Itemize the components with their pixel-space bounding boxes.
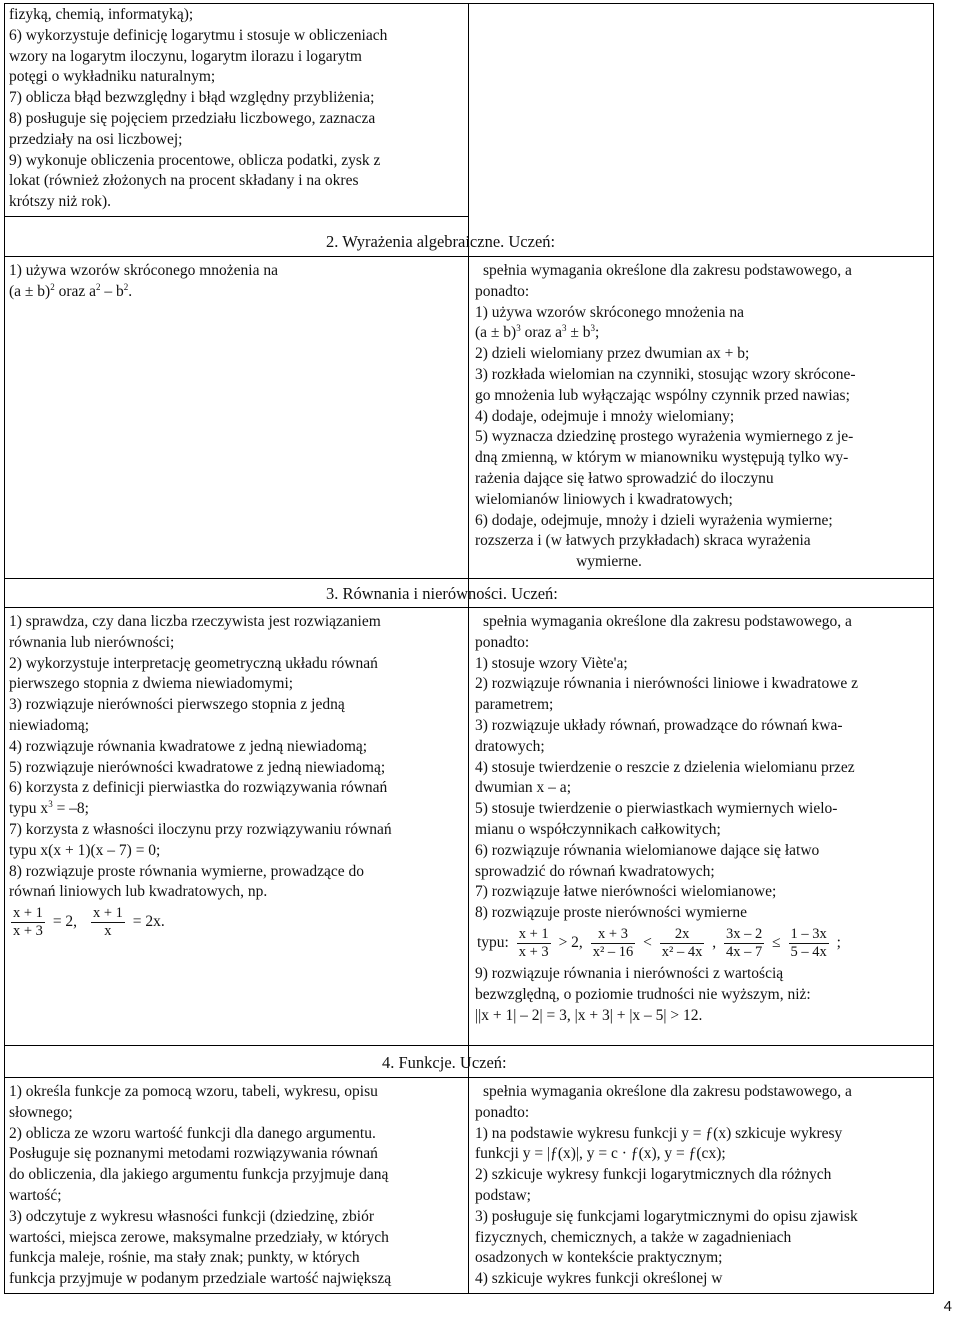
- text-line: 2) oblicza ze wzoru wartość funkcji dla danego argumentu.: [9, 1124, 376, 1142]
- text-line: 4) rozwiązuje równania kwadratowe z jedną niewiadomą;: [9, 737, 368, 755]
- text-line: 3) rozwiązuje nierówności pierwszego stopnia z jedną: [9, 696, 345, 714]
- text-line: funkcji y = |ƒ(x)|, y = c · ƒ(x), y = ƒ(cx);: [475, 1145, 726, 1163]
- text-line: wymierne.: [576, 553, 642, 571]
- text-line: parametrem;: [475, 696, 554, 714]
- row-divider: [4, 216, 469, 217]
- text-line: 7) rozwiązuje łatwe nierówności wielomianowe;: [475, 883, 777, 901]
- text-line: 6) wykorzystuje definicję logarytmu i stosuje w obliczeniach: [9, 26, 388, 44]
- extended-requirements-cell: [475, 1082, 931, 1290]
- text-line: 1) określa funkcje za pomocą wzoru, tabeli, wykresu, opisu: [9, 1083, 378, 1100]
- fraction: $\frac{x + 1}{x + 3}$: [13, 905, 43, 940]
- fraction: $\frac{2x}{\text{x² – 4x}}$: [661, 925, 703, 960]
- fraction: $\frac{x + 1}{x + 3}$: [518, 925, 549, 960]
- text-line: 2) dzieli wielomiany przez dwumian ax + b;: [475, 345, 750, 363]
- text-line: mianu o współczynnikach całkowitych;: [475, 820, 721, 838]
- text-line: typu x(x + 1)(x – 7) = 0;: [9, 841, 161, 859]
- text-line: fizycznych, chemicznych, a także w zagadnieniach: [475, 1228, 792, 1246]
- text-line: funkcja maleje, rośnie, ma stały znak; punkty, w których: [9, 1249, 360, 1267]
- text-line: fizyką, chemią, informatyką);: [9, 6, 194, 23]
- section-title: 2. Wyrażenia algebraiczne. Uczeń:: [326, 232, 556, 251]
- text-line: spełnia wymagania określone dla zakresu podstawowego, a: [483, 1083, 852, 1100]
- text-line: rozszerza i (w łatwych przykładach) skraca wyrażenia: [475, 532, 811, 550]
- text-line: 5) rozwiązuje nierówności kwadratowe z jedną niewiadomą;: [9, 758, 386, 776]
- section-title: 3. Równania i nierówności. Uczeń:: [326, 584, 558, 603]
- text-line: 8) rozwiązuje proste równania wymierne, prowadzące do: [9, 862, 365, 880]
- text-line: $(a \pm b)^3$ oraz $a^3 \pm b^3$;: [475, 323, 600, 342]
- text-line: dratowych;: [475, 737, 545, 755]
- text-line: dną zmienną, w którym w mianowniku występują tylko wy-: [475, 449, 849, 467]
- basic-requirements-cell: [9, 612, 465, 943]
- text-line: ponadto:: [475, 633, 530, 651]
- text-line: 3) rozkłada wielomian na czynniki, stosując wzory skrócone-: [475, 365, 856, 383]
- text-line: 2) wykorzystuje interpretację geometryczną układu równań: [9, 654, 378, 672]
- text-line: dwumian x – a;: [475, 779, 571, 797]
- table-bottom-border: [4, 1293, 934, 1294]
- text-line: wartość;: [9, 1186, 62, 1204]
- table-top-border: [4, 3, 934, 4]
- text-line: 9) wykonuje obliczenia procentowe, oblicza podatki, zysk z: [9, 151, 381, 169]
- text-line: 6) dodaje, odejmuje, mnoży i dzieli wyrażenia wymierne;: [475, 511, 833, 529]
- text-line: 8) posługuje się pojęciem przedziału liczbowego, zaznacza: [9, 109, 376, 127]
- text-line: 1) stosuje wzory Viète'a;: [475, 654, 628, 672]
- text-line: lokat (również złożonych na procent składany i na okres: [9, 172, 359, 190]
- text-line: 7) oblicza błąd bezwzględny i błąd względny przybliżenia;: [9, 89, 375, 107]
- text-line: 3) odczytuje z wykresu własności funkcji (dziedzinę, zbiór: [9, 1207, 374, 1225]
- row-divider: [4, 578, 934, 579]
- text-line: spełnia wymagania określone dla zakresu podstawowego, a: [483, 613, 852, 630]
- text-line: równania lub nierówności;: [9, 633, 175, 651]
- section-title: 4. Funkcje. Uczeń:: [382, 1053, 507, 1072]
- table-right-border: [933, 3, 934, 1293]
- text-line: Posługuje się poznanymi metodami rozwiązywania równań: [9, 1145, 378, 1163]
- top-left-cell: [9, 5, 465, 213]
- text-line: 3) posługuje się funkcjami logarytmicznymi do opisu zjawisk: [475, 1207, 858, 1225]
- text-line: słownego;: [9, 1103, 73, 1121]
- text-line: sprowadzić do równań kwadratowych;: [475, 862, 715, 880]
- text-line: 2) szkicuje wykresy funkcji logarytmicznych dla różnych: [475, 1166, 832, 1184]
- text-line: przedziały na osi liczbowej;: [9, 130, 183, 148]
- fraction: $\frac{1 - 3x}{5 - 4x}$: [790, 925, 827, 960]
- basic-requirements-cell: [9, 261, 465, 303]
- text-line: 4) stosuje twierdzenie o reszcie z dzielenia wielomianu przez: [475, 758, 855, 776]
- row-divider: [4, 607, 934, 608]
- text-line: ponadto:: [475, 282, 530, 300]
- text-line: osadzonych w kontekście praktycznym;: [475, 1249, 723, 1267]
- text-line: 4) dodaje, odejmuje i mnoży wielomiany;: [475, 407, 735, 425]
- row-divider: [4, 1077, 934, 1078]
- text-line: wielomianów liniowych i kwadratowych;: [475, 490, 733, 508]
- text-line: do obliczenia, dla jakiego argumentu funkcja przyjmuje daną: [9, 1166, 389, 1184]
- row-divider: [4, 256, 934, 257]
- text-line: rażenia dające się łatwo sprowadzić do iloczynu: [475, 469, 774, 487]
- text-line: krótszy niż rok).: [9, 193, 112, 211]
- text-line: bezwzględną, o poziomie trudności nie wyższym, niż:: [475, 985, 811, 1003]
- example-inequalities: typu: $\frac{x + 1}{x + 3}$ > 2, $\frac{x + 3}{\text{x² – 16}}$ < $\frac{2x}{\text{x² – 4x}}$ , $\frac{3x - 2}{4x - 7}$ ≤ $\frac{1 - 3x}{5 - 4x}$ ;: [477, 925, 841, 960]
- page-number: 4: [943, 1298, 952, 1315]
- text-line: 6) korzysta z definicji pierwiastka do rozwiązywania równań: [9, 779, 388, 797]
- text-line: 5) stosuje twierdzenie o pierwiastkach wymiernych wielo-: [475, 800, 838, 818]
- text-line: 1) używa wzorów skróconego mnożenia na: [9, 262, 279, 279]
- text-line: 1) używa wzorów skróconego mnożenia na: [475, 303, 745, 321]
- text-line: 6) rozwiązuje równania wielomianowe dające się łatwo: [475, 841, 820, 859]
- example-equations: $\frac{x + 1}{x + 3}$ = 2, $\frac{x + 1}{x}$ = 2x.: [13, 905, 165, 940]
- text-line: $(a \pm b)^2$ oraz $a^2 - b^2$.: [9, 281, 133, 300]
- text-line: 8) rozwiązuje proste nierówności wymierne: [475, 904, 748, 922]
- text-line: wartości, miejsca zerowe, maksymalne przedziały, w których: [9, 1228, 389, 1246]
- fraction: $\frac{x + 3}{\text{x² – 16}}$: [592, 925, 634, 960]
- text-line: 2) rozwiązuje równania i nierówności liniowe i kwadratowe z: [475, 675, 859, 693]
- text-line: 5) wyznacza dziedzinę prostego wyrażenia wymiernego z je-: [475, 428, 854, 446]
- text-line: pierwszego stopnia z dwiema niewiadomymi;: [9, 675, 294, 693]
- text-line: go mnożenia lub wyłączając wspólny czynnik przed nawias;: [475, 386, 850, 404]
- table-left-border: [4, 3, 5, 1293]
- text-line: 3) rozwiązuje układy równań, prowadzące do równań kwa-: [475, 716, 843, 734]
- table-middle-border: [468, 3, 469, 1293]
- text-line: 1) sprawdza, czy dana liczba rzeczywista jest rozwiązaniem: [9, 613, 381, 630]
- text-line: typu $x^3 = -8$;: [9, 799, 89, 818]
- text-line: funkcja przyjmuje w podanym przedziale wartość największą: [9, 1270, 392, 1288]
- text-line: równań liniowych lub kwadratowych, np.: [9, 883, 268, 901]
- text-line: spełnia wymagania określone dla zakresu podstawowego, a: [483, 262, 852, 279]
- text-line: ponadto:: [475, 1103, 530, 1121]
- basic-requirements-cell: [9, 1082, 465, 1290]
- text-line: 9) rozwiązuje równania i nierówności z wartością: [475, 964, 784, 982]
- text-line: podstaw;: [475, 1186, 531, 1204]
- extended-requirements-cell: [475, 261, 931, 573]
- text-line: 4) szkicuje wykres funkcji określonej w: [475, 1270, 723, 1288]
- fraction: $\frac{3x - 2}{4x - 7}$: [726, 925, 763, 960]
- text-line: potęgi o wykładniku naturalnym;: [9, 68, 216, 86]
- extended-requirements-cell: [475, 612, 931, 1026]
- text-line: niewiadomą;: [9, 716, 90, 734]
- row-divider: [4, 1045, 934, 1046]
- fraction: $\frac{x + 1}{x}$: [92, 905, 123, 940]
- text-line: 7) korzysta z własności iloczynu przy rozwiązywaniu równań: [9, 820, 392, 838]
- text-line: 1) na podstawie wykresu funkcji y = ƒ(x) szkicuje wykresy: [475, 1124, 843, 1142]
- text-line: wzory na logarytm iloczynu, logarytm ilorazu i logarytm: [9, 47, 362, 65]
- text-line: ||x + 1| – 2| = 3, |x + 3| + |x – 5| > 12.: [475, 1006, 703, 1024]
